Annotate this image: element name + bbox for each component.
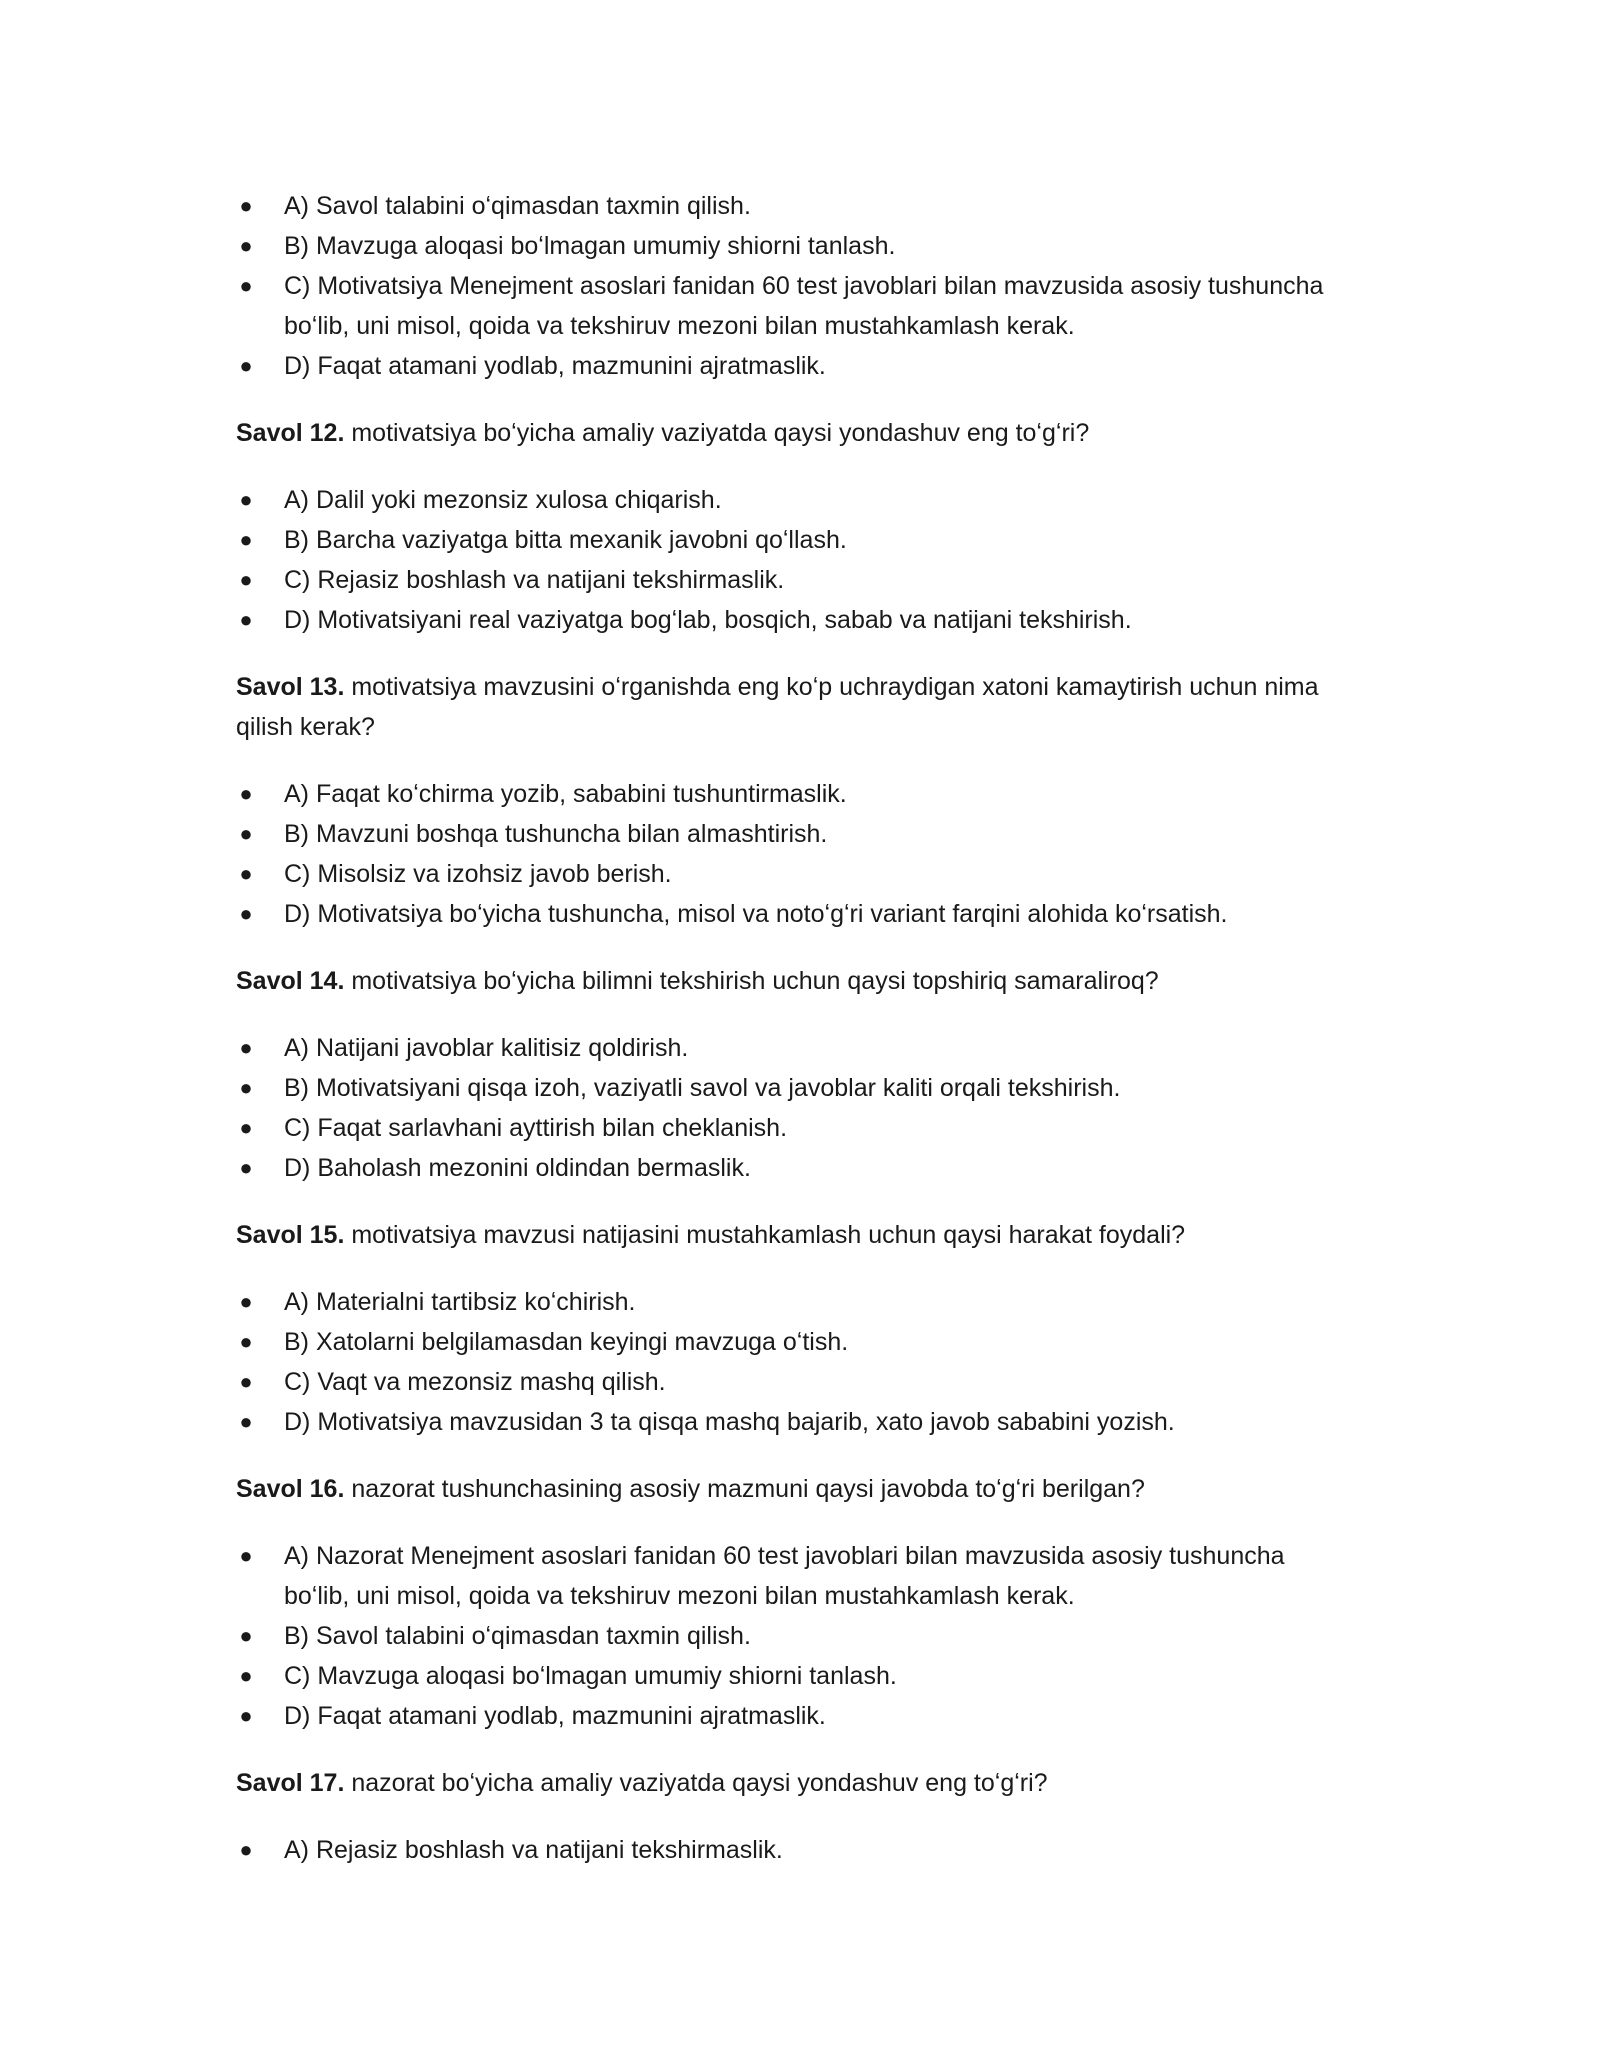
option-list (236, 774, 1356, 934)
document-page (236, 186, 1356, 1870)
bullet-icon: ● (239, 487, 253, 512)
question-text: motivatsiya boʻyicha amaliy vaziyatda qaysi yondashuv eng toʻgʻri? (344, 419, 1090, 447)
option-item (236, 1362, 1356, 1402)
option-text: A) Dalil yoki mezonsiz xulosa chiqarish. (284, 486, 722, 514)
option-item (236, 1322, 1356, 1362)
option-item (236, 1616, 1356, 1656)
option-item (236, 854, 1356, 894)
question-text: motivatsiya mavzusi natijasini mustahkamlash uchun qaysi harakat foydali? (344, 1221, 1186, 1249)
option-item (236, 1148, 1356, 1188)
option-text: A) Faqat koʻchirma yozib, sababini tushuntirmaslik. (284, 780, 847, 808)
bullet-icon: ● (239, 607, 253, 632)
question-label: Savol 13. (236, 673, 345, 701)
bullet-icon: ● (239, 781, 253, 806)
option-text: B) Motivatsiyani qisqa izoh, vaziyatli savol va javoblar kaliti orqali tekshirish. (284, 1074, 1121, 1102)
option-list (236, 1282, 1356, 1442)
option-text: C) Mavzuga aloqasi boʻlmagan umumiy shiorni tanlash. (284, 1662, 897, 1690)
option-text: A) Rejasiz boshlash va natijani tekshirmaslik. (284, 1836, 783, 1864)
option-text: A) Materialni tartibsiz koʻchirish. (284, 1288, 636, 1316)
bullet-icon: ● (239, 1703, 253, 1728)
bullet-icon: ● (239, 1623, 253, 1648)
question-15 (236, 1215, 1356, 1255)
option-item (236, 1402, 1356, 1442)
bullet-icon: ● (239, 193, 253, 218)
option-list (236, 480, 1356, 640)
option-item (236, 774, 1356, 814)
bullet-icon: ● (239, 1329, 253, 1354)
option-item (236, 480, 1356, 520)
bullet-icon: ● (239, 273, 253, 298)
bullet-icon: ● (239, 1369, 253, 1394)
option-list (236, 1536, 1356, 1736)
option-text: A) Nazorat Menejment asoslari fanidan 60 test javoblari bilan mavzusida asosiy tushuncha boʻlib, uni misol, qoida va tekshiruv mezoni bilan mustahkamlash kerak. (284, 1542, 1285, 1610)
bullet-icon: ● (239, 1663, 253, 1688)
option-item (236, 1830, 1356, 1870)
bullet-icon: ● (239, 1075, 253, 1100)
option-item (236, 1696, 1356, 1736)
bullet-icon: ● (239, 1409, 253, 1434)
question-14 (236, 961, 1356, 1001)
option-item (236, 894, 1356, 934)
option-text: D) Baholash mezonini oldindan bermaslik. (284, 1154, 751, 1182)
option-item (236, 226, 1356, 266)
option-text: D) Faqat atamani yodlab, mazmunini ajratmaslik. (284, 1702, 826, 1730)
option-text: D) Motivatsiyani real vaziyatga bogʻlab, bosqich, sabab va natijani tekshirish. (284, 606, 1132, 634)
bullet-icon: ● (239, 1289, 253, 1314)
bullet-icon: ● (239, 353, 253, 378)
option-text: C) Vaqt va mezonsiz mashq qilish. (284, 1368, 666, 1396)
option-text: A) Natijani javoblar kalitisiz qoldirish. (284, 1034, 689, 1062)
option-item (236, 1282, 1356, 1322)
option-item (236, 266, 1356, 346)
question-label: Savol 15. (236, 1221, 345, 1249)
bullet-icon: ● (239, 861, 253, 886)
option-text: D) Motivatsiya mavzusidan 3 ta qisqa mashq bajarib, xato javob sababini yozish. (284, 1408, 1175, 1436)
option-text: B) Savol talabini oʻqimasdan taxmin qilish. (284, 1622, 751, 1650)
option-text: B) Mavzuga aloqasi boʻlmagan umumiy shiorni tanlash. (284, 232, 896, 260)
question-label: Savol 14. (236, 967, 345, 995)
option-list (236, 1028, 1356, 1188)
bullet-icon: ● (239, 1155, 253, 1180)
option-item (236, 346, 1356, 386)
bullet-icon: ● (239, 567, 253, 592)
question-13 (236, 667, 1356, 747)
option-item (236, 560, 1356, 600)
question-text: nazorat boʻyicha amaliy vaziyatda qaysi yondashuv eng toʻgʻri? (344, 1769, 1048, 1797)
option-list (236, 1830, 1356, 1870)
intro-option-list (236, 186, 1356, 386)
option-item (236, 1108, 1356, 1148)
option-item (236, 1656, 1356, 1696)
question-text: nazorat tushunchasining asosiy mazmuni qaysi javobda toʻgʻri berilgan? (344, 1475, 1145, 1503)
option-text: B) Barcha vaziyatga bitta mexanik javobni qoʻllash. (284, 526, 847, 554)
option-text: C) Faqat sarlavhani ayttirish bilan cheklanish. (284, 1114, 788, 1142)
bullet-icon: ● (239, 233, 253, 258)
option-item (236, 1028, 1356, 1068)
bullet-icon: ● (239, 1035, 253, 1060)
question-12 (236, 413, 1356, 453)
option-text: C) Rejasiz boshlash va natijani tekshirmaslik. (284, 566, 785, 594)
option-item (236, 1536, 1356, 1616)
option-text: C) Motivatsiya Menejment asoslari fanidan 60 test javoblari bilan mavzusida asosiy tushuncha boʻlib, uni misol, qoida va tekshiruv mezoni bilan mustahkamlash kerak. (284, 272, 1324, 340)
question-text: motivatsiya boʻyicha bilimni tekshirish uchun qaysi topshiriq samaraliroq? (344, 967, 1159, 995)
question-label: Savol 12. (236, 419, 345, 447)
question-label: Savol 16. (236, 1475, 345, 1503)
option-item (236, 814, 1356, 854)
option-text: B) Mavzuni boshqa tushuncha bilan almashtirish. (284, 820, 828, 848)
question-text: motivatsiya mavzusini oʻrganishda eng koʻp uchraydigan xatoni kamaytirish uchun nima qilish kerak? (236, 673, 1319, 741)
option-text: D) Motivatsiya boʻyicha tushuncha, misol va notoʻgʻri variant farqini alohida koʻrsatish. (284, 900, 1228, 928)
bullet-icon: ● (239, 1115, 253, 1140)
option-item (236, 1068, 1356, 1108)
bullet-icon: ● (239, 527, 253, 552)
option-text: C) Misolsiz va izohsiz javob berish. (284, 860, 672, 888)
bullet-icon: ● (239, 901, 253, 926)
option-text: D) Faqat atamani yodlab, mazmunini ajratmaslik. (284, 352, 826, 380)
question-16 (236, 1469, 1356, 1509)
option-item (236, 520, 1356, 560)
option-item (236, 186, 1356, 226)
bullet-icon: ● (239, 1543, 253, 1568)
question-17 (236, 1763, 1356, 1803)
question-label: Savol 17. (236, 1769, 345, 1797)
bullet-icon: ● (239, 1837, 253, 1862)
option-text: B) Xatolarni belgilamasdan keyingi mavzuga oʻtish. (284, 1328, 849, 1356)
option-text: A) Savol talabini oʻqimasdan taxmin qilish. (284, 192, 751, 220)
bullet-icon: ● (239, 821, 253, 846)
option-item (236, 600, 1356, 640)
